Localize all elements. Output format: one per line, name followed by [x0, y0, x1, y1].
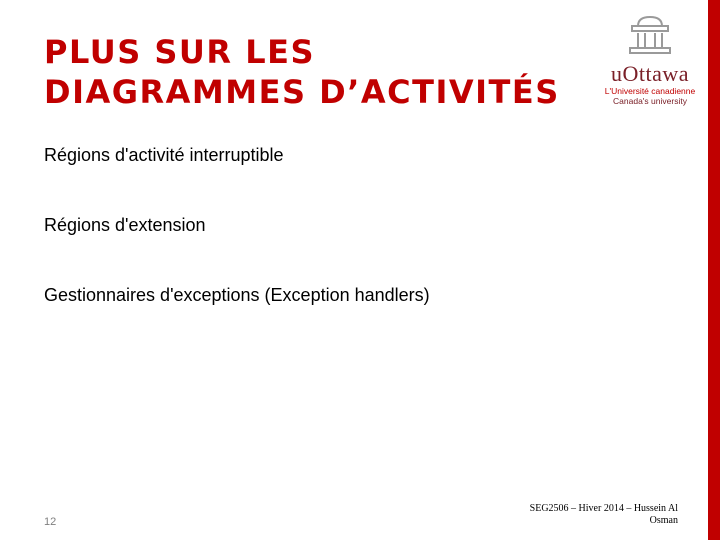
uottawa-logo — [598, 14, 702, 110]
footer-line-1: SEG2506 – Hiver 2014 – Hussein Al — [529, 503, 678, 514]
footer-text — [508, 503, 678, 527]
bullet-item: Régions d'activité interruptible — [44, 145, 284, 165]
page-number: 12 — [44, 516, 57, 528]
title-line-1: PLUS SUR LES — [44, 33, 315, 71]
university-building-icon — [598, 14, 702, 58]
logo-tagline-en: Canada's university — [613, 96, 687, 106]
title-line-2: DIAGRAMMES D’ACTIVITÉS — [44, 73, 560, 111]
footer-line-2: Osman — [649, 515, 678, 526]
slide-title — [44, 32, 604, 112]
accent-bar — [708, 0, 720, 540]
logo-wordmark: uOttawa — [610, 61, 690, 86]
logo-tagline-fr: L'Université canadienne — [604, 86, 696, 96]
bullet-item: Régions d'extension — [44, 215, 206, 235]
bullet-item: Gestionnaires d'exceptions (Exception handlers) — [44, 285, 430, 305]
